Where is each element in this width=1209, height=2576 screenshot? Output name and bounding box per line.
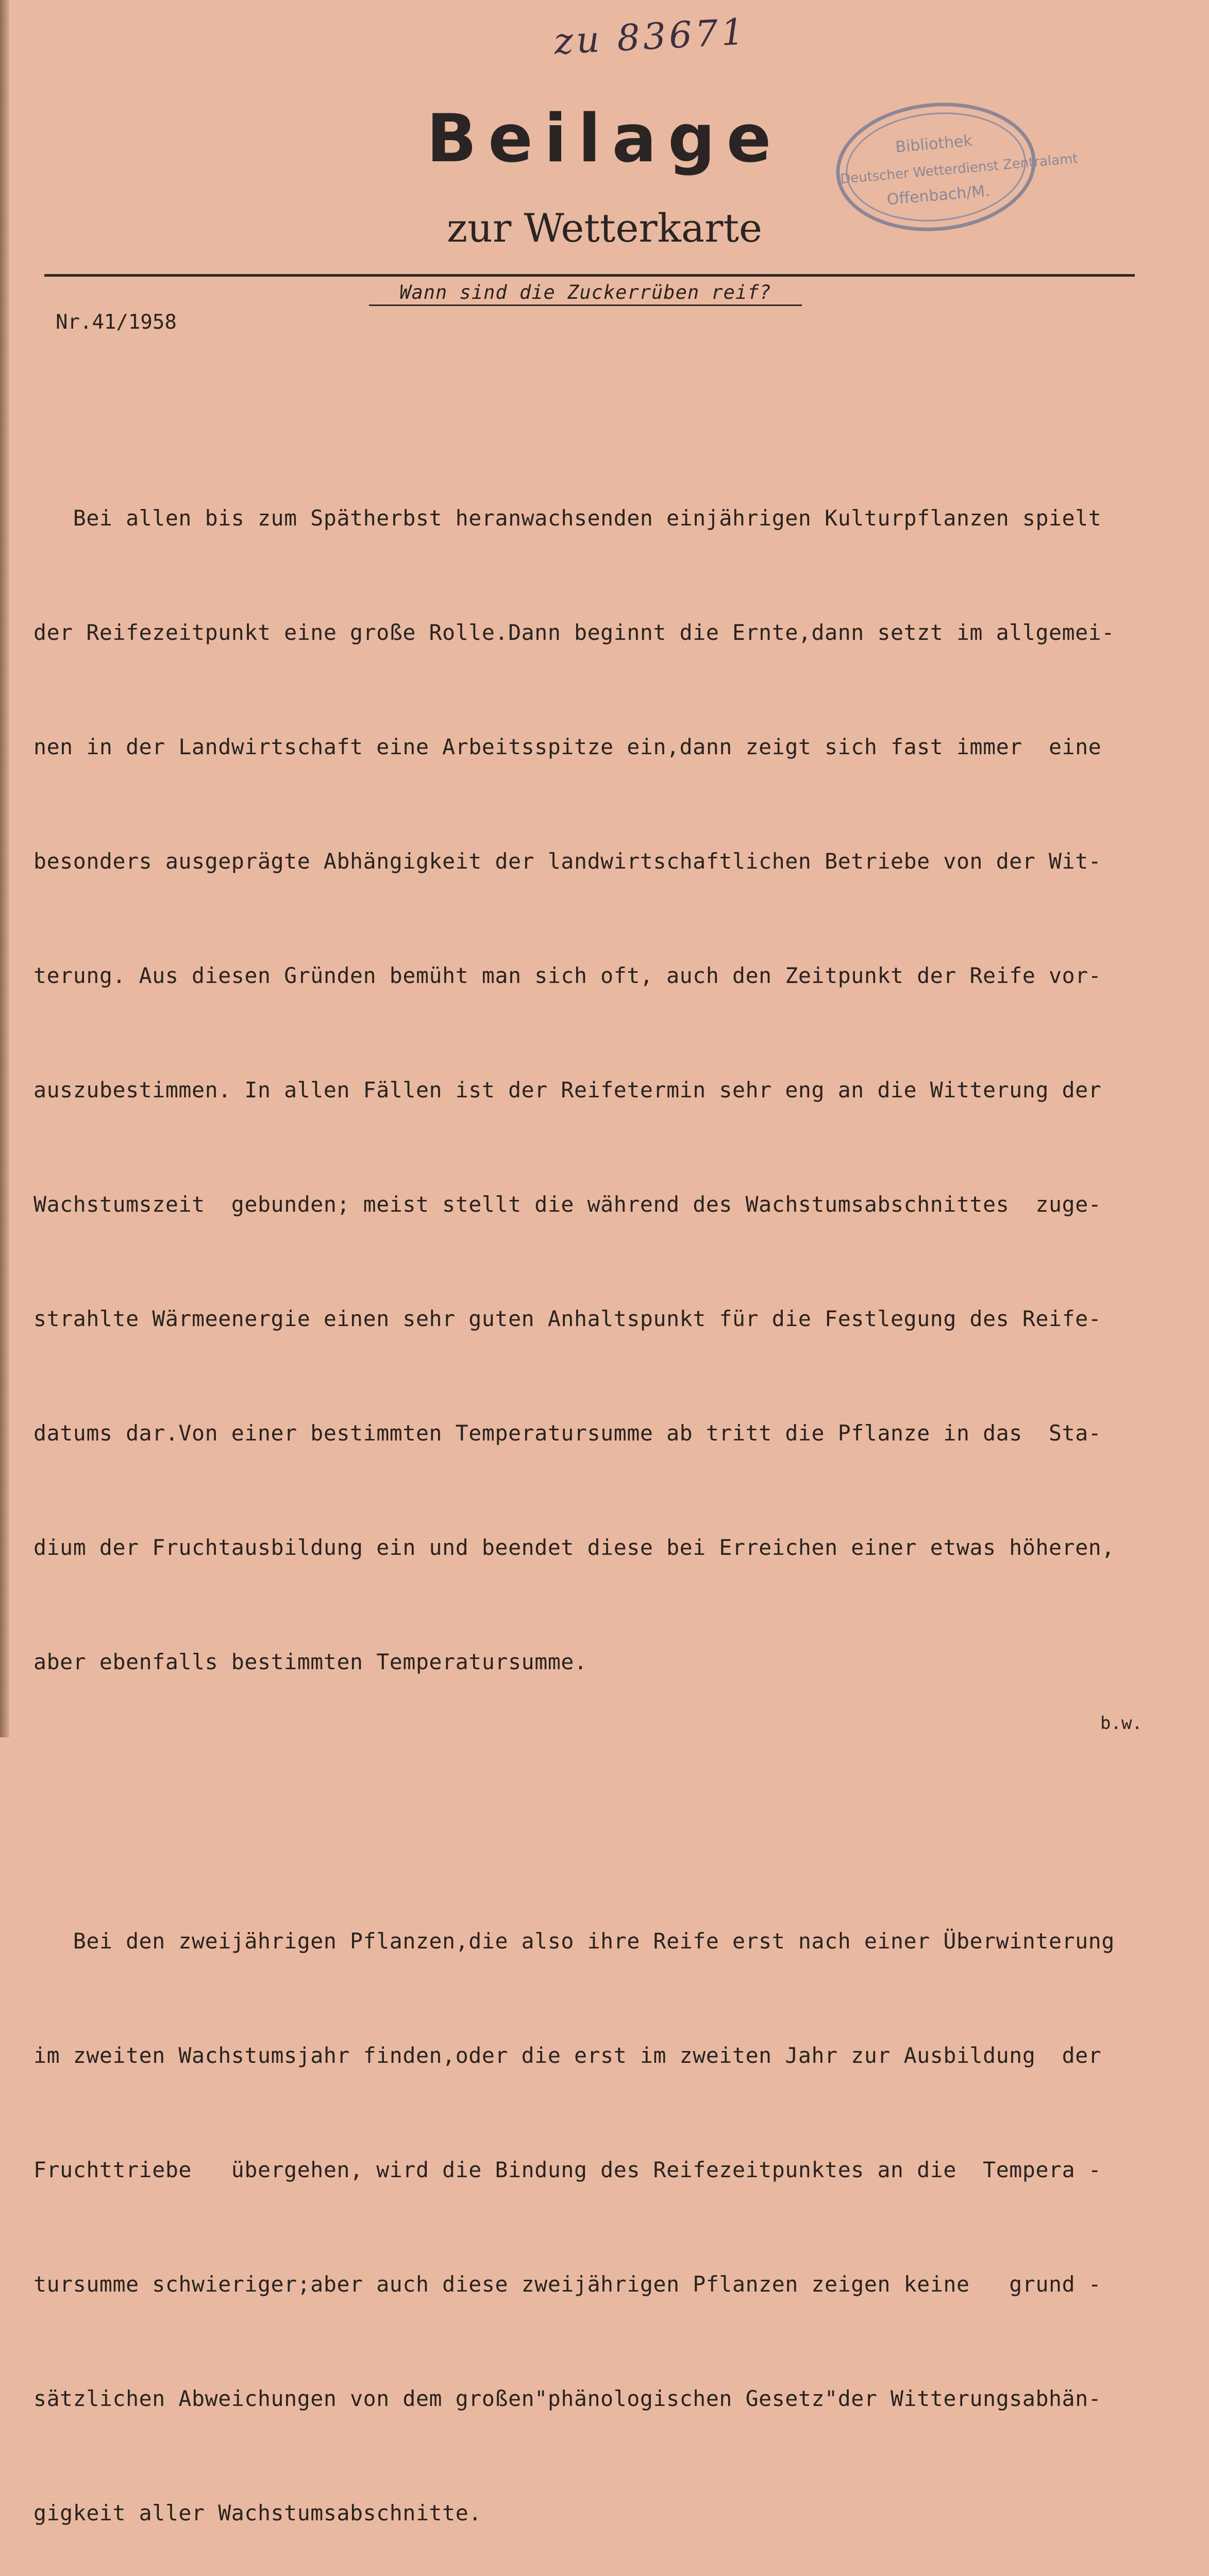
text-line: gigkeit aller Wachstumsabschnitte. bbox=[33, 2500, 482, 2526]
text-line: sätzlichen Abweichungen von dem großen"phänologischen Gesetz"der Witterungsabhän- bbox=[33, 2386, 1102, 2411]
article-body bbox=[33, 347, 1165, 2576]
text-line: im zweiten Wachstumsjahr finden,oder die erst im zweiten Jahr zur Ausbildung der bbox=[33, 2043, 1102, 2068]
page-title: Beilage bbox=[426, 100, 783, 177]
text-line: Bei den zweijährigen Pflanzen,die also ihre Reife erst nach einer Überwinterung bbox=[33, 1928, 1115, 1954]
stamp-line-1: Bibliothek bbox=[895, 131, 973, 157]
text-line: der Reifezeitpunkt eine große Rolle.Dann beginnt die Ernte,dann setzt im allgemei- bbox=[33, 620, 1115, 645]
issue-number: Nr.41/1958 bbox=[56, 311, 177, 334]
page-edge bbox=[0, 0, 9, 1737]
page-turn-note: b.w. bbox=[1100, 1713, 1143, 1734]
stamp-line-3: Offenbach/M. bbox=[886, 182, 991, 209]
article-heading: Wann sind die Zuckerrüben reif? bbox=[369, 281, 802, 306]
text-line: aber ebenfalls bestimmten Temperatursumme. bbox=[33, 1649, 587, 1674]
text-line: strahlte Wärmeenergie einen sehr guten Anhaltspunkt für die Festlegung des Reife- bbox=[33, 1306, 1102, 1331]
text-line: datums dar.Von einer bestimmten Temperatursumme ab tritt die Pflanze in das Sta- bbox=[33, 1420, 1102, 1446]
paragraph-2 bbox=[33, 1846, 1165, 2576]
header-rule bbox=[44, 274, 1135, 277]
handwritten-note: zu 83671 bbox=[553, 10, 748, 63]
text-line: auszubestimmen. In allen Fällen ist der Reifetermin sehr eng an die Witterung der bbox=[33, 1077, 1102, 1103]
text-line: nen in der Landwirtschaft eine Arbeitsspitze ein,dann zeigt sich fast immer eine bbox=[33, 734, 1102, 759]
text-line: Bei allen bis zum Spätherbst heranwachsenden einjährigen Kulturpflanzen spielt bbox=[33, 505, 1102, 531]
text-line: besonders ausgeprägte Abhängigkeit der landwirtschaftlichen Betriebe von der Wit- bbox=[33, 849, 1102, 874]
text-line: terung. Aus diesen Gründen bemüht man sich oft, auch den Zeitpunkt der Reife vor- bbox=[33, 963, 1102, 988]
paragraph-1 bbox=[33, 423, 1165, 1757]
text-line: tursumme schwieriger;aber auch diese zweijährigen Pflanzen zeigen keine grund - bbox=[33, 2272, 1102, 2297]
stamp-line-2: Deutscher Wetterdienst Zentralamt bbox=[839, 150, 1079, 188]
page-subtitle: zur Wetterkarte bbox=[447, 205, 762, 251]
text-line: dium der Fruchtausbildung ein und beendet diese bei Erreichen einer etwas höheren, bbox=[33, 1535, 1115, 1560]
text-line: Fruchttriebe übergehen, wird die Bindung des Reifezeitpunktes an die Tempera - bbox=[33, 2157, 1102, 2182]
text-line: Wachstumszeit gebunden; meist stellt die während des Wachstumsabschnittes zuge- bbox=[33, 1192, 1102, 1217]
